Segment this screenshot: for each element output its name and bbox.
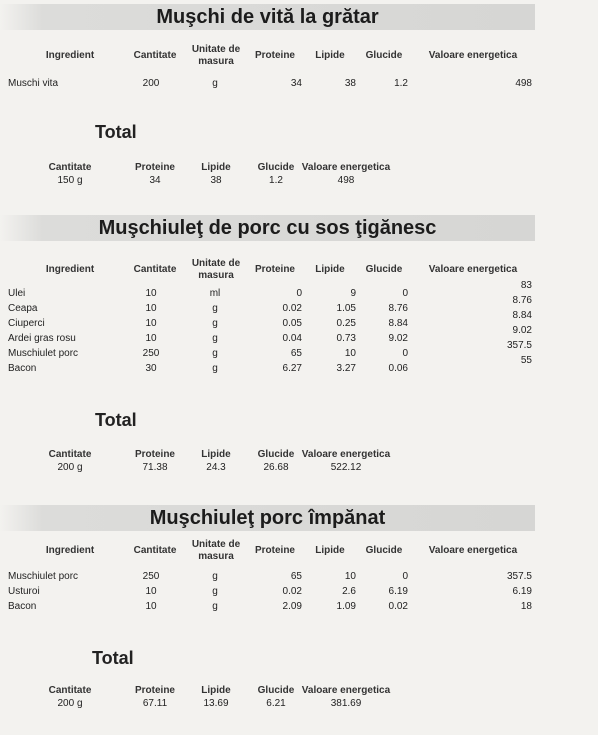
- table-cell-ingredient: Muschi vita: [8, 78, 59, 89]
- total-header-valoare: Valoare energetica: [301, 449, 391, 460]
- table-cell-lipide: 2.6: [342, 586, 356, 597]
- total-value-glucide: 6.21: [266, 698, 286, 709]
- table-cell-valoare: 8.76: [512, 295, 532, 306]
- table-cell-glucide: 8.84: [388, 318, 408, 329]
- column-header-proteine: Proteine: [254, 264, 295, 275]
- total-value-proteine: 34: [149, 175, 161, 186]
- table-cell-cantitate: 10: [145, 303, 157, 314]
- column-header-lipide: Lipide: [315, 264, 345, 275]
- total-heading: Total: [95, 410, 137, 430]
- table-cell-lipide: 10: [344, 571, 356, 582]
- table-cell-glucide: 1.2: [394, 78, 408, 89]
- table-cell-cantitate: 30: [145, 363, 157, 374]
- table-cell-cantitate: 10: [145, 318, 157, 329]
- total-header-glucide: Glucide: [257, 685, 295, 696]
- total-header-cantitate: Cantitate: [48, 449, 92, 460]
- table-cell-unitate: g: [212, 601, 218, 612]
- total-header-cantitate: Cantitate: [48, 685, 92, 696]
- table-cell-glucide: 9.02: [388, 333, 408, 344]
- table-cell-glucide: 6.19: [388, 586, 408, 597]
- table-cell-valoare: 498: [515, 78, 532, 89]
- table-cell-unitate: g: [212, 318, 218, 329]
- total-value-proteine: 67.11: [142, 698, 168, 709]
- column-header-glucide: Glucide: [365, 50, 403, 61]
- table-cell-proteine: 0.05: [282, 318, 302, 329]
- table-cell-valoare: 6.19: [512, 586, 532, 597]
- total-header-glucide: Glucide: [257, 449, 295, 460]
- table-cell-valoare: 18: [520, 601, 532, 612]
- section-title: Muşchiuleţ de porc cu sos ţigănesc: [98, 217, 437, 239]
- table-cell-lipide: 1.09: [336, 601, 356, 612]
- table-cell-glucide: 0: [402, 288, 408, 299]
- table-cell-proteine: 0.02: [282, 586, 302, 597]
- column-header-proteine: Proteine: [254, 50, 295, 61]
- total-value-valoare: 381.69: [330, 698, 362, 709]
- column-header-glucide: Glucide: [365, 545, 403, 556]
- table-cell-unitate: g: [212, 78, 218, 89]
- table-cell-proteine: 65: [290, 571, 302, 582]
- table-cell-ingredient: Ceapa: [8, 303, 38, 314]
- table-cell-cantitate: 250: [142, 348, 160, 359]
- table-cell-ingredient: Ulei: [8, 288, 26, 299]
- table-cell-lipide: 1.05: [336, 303, 356, 314]
- column-header-ingredient: Ingredient: [45, 545, 95, 556]
- table-cell-cantitate: 250: [142, 571, 160, 582]
- table-cell-cantitate: 10: [145, 288, 157, 299]
- column-header-glucide: Glucide: [365, 264, 403, 275]
- table-cell-glucide: 0.02: [388, 601, 408, 612]
- total-value-glucide: 1.2: [269, 175, 283, 186]
- table-cell-ingredient: Muschiulet porc: [8, 348, 79, 359]
- column-header-ingredient: Ingredient: [45, 50, 95, 61]
- total-value-valoare: 498: [337, 175, 355, 186]
- table-cell-proteine: 0.02: [282, 303, 302, 314]
- table-cell-proteine: 34: [290, 78, 302, 89]
- total-header-proteine: Proteine: [134, 449, 175, 460]
- table-cell-unitate: g: [212, 333, 218, 344]
- total-header-lipide: Lipide: [201, 685, 231, 696]
- total-header-proteine: Proteine: [134, 685, 175, 696]
- total-value-glucide: 26.68: [263, 462, 289, 473]
- column-header-lipide: Lipide: [315, 545, 345, 556]
- column-header-valoare: Valoare energetica: [428, 50, 518, 61]
- table-cell-glucide: 0.06: [388, 363, 408, 374]
- total-heading: Total: [95, 122, 137, 142]
- table-cell-lipide: 3.27: [336, 363, 356, 374]
- total-header-glucide: Glucide: [257, 162, 295, 173]
- table-cell-unitate: g: [212, 363, 218, 374]
- table-cell-glucide: 8.76: [388, 303, 408, 314]
- table-cell-lipide: 0.25: [336, 318, 356, 329]
- table-cell-lipide: 38: [344, 78, 356, 89]
- table-cell-ingredient: Muschiulet porc: [8, 571, 79, 582]
- column-header-proteine: Proteine: [254, 545, 295, 556]
- column-header-ingredient: Ingredient: [45, 264, 95, 275]
- table-cell-glucide: 0: [402, 348, 408, 359]
- column-header-unitate: Unitate de masura: [191, 258, 241, 281]
- total-value-proteine: 71.38: [142, 462, 168, 473]
- table-cell-valoare: 357.5: [506, 571, 532, 582]
- column-header-valoare: Valoare energetica: [428, 545, 518, 556]
- table-cell-valoare: 83: [520, 280, 532, 291]
- table-cell-ingredient: Ciuperci: [8, 318, 45, 329]
- total-value-valoare: 522.12: [330, 462, 362, 473]
- total-header-cantitate: Cantitate: [48, 162, 92, 173]
- table-cell-lipide: 10: [344, 348, 356, 359]
- total-value-cantitate: 150 g: [57, 175, 83, 186]
- total-header-valoare: Valoare energetica: [301, 162, 391, 173]
- column-header-cantitate: Cantitate: [133, 50, 177, 61]
- table-cell-proteine: 2.09: [282, 601, 302, 612]
- column-header-valoare: Valoare energetica: [428, 264, 518, 275]
- total-value-cantitate: 200 g: [57, 698, 83, 709]
- total-header-valoare: Valoare energetica: [301, 685, 391, 696]
- table-cell-valoare: 357.5: [506, 340, 532, 351]
- table-cell-cantitate: 10: [145, 333, 157, 344]
- column-header-lipide: Lipide: [315, 50, 345, 61]
- table-cell-ingredient: Ardei gras rosu: [8, 333, 76, 344]
- table-cell-cantitate: 10: [145, 586, 157, 597]
- table-cell-cantitate: 200: [142, 78, 160, 89]
- table-cell-valoare: 9.02: [512, 325, 532, 336]
- table-cell-unitate: g: [212, 303, 218, 314]
- total-header-lipide: Lipide: [201, 449, 231, 460]
- table-cell-ingredient: Bacon: [8, 363, 37, 374]
- total-value-lipide: 24.3: [206, 462, 226, 473]
- table-cell-valoare: 55: [520, 355, 532, 366]
- column-header-unitate: Unitate de masura: [191, 44, 241, 67]
- table-cell-ingredient: Bacon: [8, 601, 37, 612]
- total-header-proteine: Proteine: [134, 162, 175, 173]
- total-heading: Total: [92, 648, 134, 668]
- total-header-lipide: Lipide: [201, 162, 231, 173]
- table-cell-unitate: g: [212, 348, 218, 359]
- section-title: Muşchiuleţ porc împănat: [149, 507, 386, 529]
- table-cell-glucide: 0: [402, 571, 408, 582]
- table-cell-unitate: g: [212, 571, 218, 582]
- total-value-cantitate: 200 g: [57, 462, 83, 473]
- column-header-cantitate: Cantitate: [133, 264, 177, 275]
- table-cell-unitate: g: [212, 586, 218, 597]
- table-cell-valoare: 8.84: [512, 310, 532, 321]
- table-cell-cantitate: 10: [145, 601, 157, 612]
- column-header-unitate: Unitate de masura: [191, 539, 241, 562]
- table-cell-proteine: 65: [290, 348, 302, 359]
- table-cell-lipide: 9: [350, 288, 356, 299]
- total-value-lipide: 38: [210, 175, 222, 186]
- table-cell-lipide: 0.73: [336, 333, 356, 344]
- column-header-cantitate: Cantitate: [133, 545, 177, 556]
- table-cell-proteine: 0.04: [282, 333, 302, 344]
- table-cell-ingredient: Usturoi: [8, 586, 40, 597]
- table-cell-proteine: 0: [296, 288, 302, 299]
- section-title: Muşchi de vită la grătar: [156, 6, 379, 28]
- table-cell-unitate: ml: [209, 288, 221, 299]
- table-cell-proteine: 6.27: [282, 363, 302, 374]
- total-value-lipide: 13.69: [203, 698, 229, 709]
